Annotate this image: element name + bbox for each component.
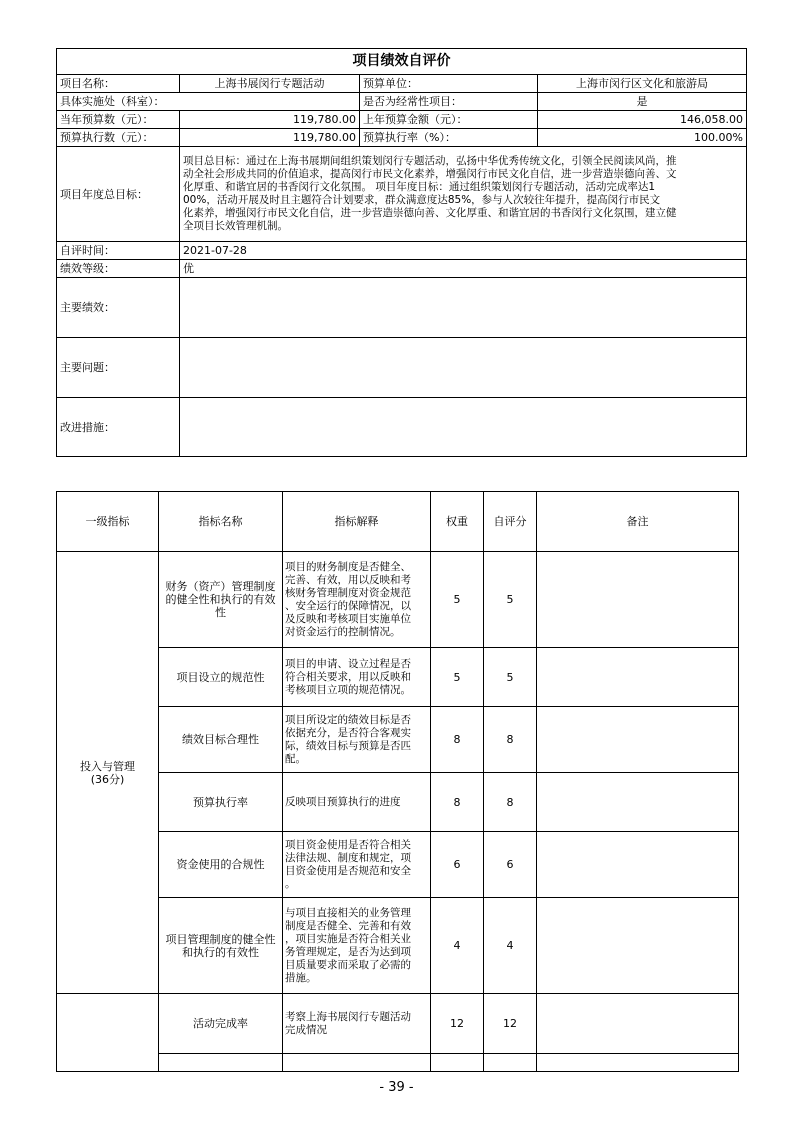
issue-label: 主要问题： [57, 338, 180, 398]
project-name-label: 项目名称： [57, 75, 180, 93]
indicator-explain: 项目的申请、设立过程是否 符合相关要求，用以反映和 考核项目立项的规范情况。 [283, 648, 431, 707]
indicator-score: 5 [484, 552, 537, 648]
table-row [57, 898, 739, 994]
budget-unit: 上海市闵行区文化和旅游局 [538, 75, 747, 93]
header-name: 指标名称 [159, 492, 283, 552]
indicator-weight [431, 1054, 484, 1072]
indicator-explain: 项目的财务制度是否健全、 完善、有效，用以反映和考 核财务管理制度对资金规范 、安全运行的保障情况，以 及反映和考核项目实施单位 对资金运行的控制情况。 [283, 552, 431, 648]
prev-budget-value: 146,058.00 [538, 111, 747, 129]
header-score: 自评分 [484, 492, 537, 552]
recurring-label: 是否为经常性项目： [360, 93, 538, 111]
level1-output [57, 994, 159, 1072]
indicator-weight: 12 [431, 994, 484, 1054]
date-label: 自评时间： [57, 242, 180, 260]
perf-label: 主要绩效： [57, 278, 180, 338]
indicator-note [537, 1054, 739, 1072]
header-weight: 权重 [431, 492, 484, 552]
indicator-weight: 8 [431, 773, 484, 832]
indicator-name: 绩效目标合理性 [159, 707, 283, 773]
cur-budget-value: 119,780.00 [180, 111, 360, 129]
indicator-note [537, 898, 739, 994]
indicator-weight: 8 [431, 707, 484, 773]
table-row [57, 773, 739, 832]
evaluation-table [56, 48, 747, 457]
indicator-weight: 6 [431, 832, 484, 898]
header-note: 备注 [537, 492, 739, 552]
grade-value: 优 [180, 260, 747, 278]
header-explain: 指标解释 [283, 492, 431, 552]
indicator-score: 8 [484, 707, 537, 773]
indicator-table [56, 491, 739, 1072]
indicator-name: 预算执行率 [159, 773, 283, 832]
indicator-note [537, 773, 739, 832]
indicator-explain: 与项目直接相关的业务管理 制度是否健全、完善和有效 ，项目实施是否符合相关业 务管理规定，是否为达到项 目质量要求而采取了必需的 措施。 [283, 898, 431, 994]
measure-label: 改进措施： [57, 398, 180, 457]
measure-value [180, 398, 747, 457]
dept-label: 具体实施处（科室）： [57, 93, 360, 111]
indicator-explain: 反映项目预算执行的进度 [283, 773, 431, 832]
perf-value [180, 278, 747, 338]
goal-text: 项目总目标：通过在上海书展期间组织策划闵行专题活动，弘扬中华优秀传统文化，引领全民阅读风尚，推 动全社会形成共同的价值追求，提高闵行市民文化素养，增强闵行市民文化自信，进一步营造崇德向善、文 化厚重、和谐宜居的书香闵行文化氛围。 项目年度目标：通过组织策划闵行专题活动，活动完成率达1 00%，活动开展及时且主题符合计划要求，群众满意度达85%，参与人次较往年提升，提高闵行市民文 化素养，增强闵行市民文化自信，进一步营造崇德向善、文化厚重、和谐宜居的书香闵行文化氛围，建立健 全项目长效管理机制。 [180, 147, 747, 242]
indicator-explain: 项目资金使用是否符合相关 法律法规、制度和规定，项 目资金使用是否规范和安全 。 [283, 832, 431, 898]
page-number: - 39 - [379, 1080, 414, 1095]
recurring-value: 是 [538, 93, 747, 111]
issue-value [180, 338, 747, 398]
goal-label: 项目年度总目标： [57, 147, 180, 242]
indicator-note [537, 994, 739, 1054]
indicator-note [537, 552, 739, 648]
indicator-note [537, 832, 739, 898]
indicator-explain [283, 1054, 431, 1072]
eval-title: 项目绩效自评价 [57, 49, 747, 75]
table-row [57, 994, 739, 1054]
prev-budget-label: 上年预算金额（元）： [360, 111, 538, 129]
table-row [57, 832, 739, 898]
table-row [57, 1054, 739, 1072]
exec-value: 119,780.00 [180, 129, 360, 147]
indicator-note [537, 707, 739, 773]
indicator-name: 财务（资产）管理制度 的健全性和执行的有效 性 [159, 552, 283, 648]
indicator-name: 项目设立的规范性 [159, 648, 283, 707]
indicator-score [484, 1054, 537, 1072]
table-row [57, 552, 739, 648]
level1-input-management: 投入与管理 (36分) [57, 552, 159, 994]
indicator-score: 4 [484, 898, 537, 994]
indicator-explain: 项目所设定的绩效目标是否 依据充分，是否符合客观实 际，绩效目标与预算是否匹 配。 [283, 707, 431, 773]
indicator-weight: 5 [431, 648, 484, 707]
indicator-score: 6 [484, 832, 537, 898]
date-value: 2021-07-28 [180, 242, 747, 260]
cur-budget-label: 当年预算数（元）： [57, 111, 180, 129]
budget-unit-label: 预算单位： [360, 75, 538, 93]
indicator-weight: 5 [431, 552, 484, 648]
indicator-name: 项目管理制度的健全性 和执行的有效性 [159, 898, 283, 994]
indicator-score: 12 [484, 994, 537, 1054]
indicator-name: 资金使用的合规性 [159, 832, 283, 898]
indicator-weight: 4 [431, 898, 484, 994]
exec-rate-label: 预算执行率（%）： [360, 129, 538, 147]
indicator-note [537, 648, 739, 707]
grade-label: 绩效等级： [57, 260, 180, 278]
indicator-name [159, 1054, 283, 1072]
table-row [57, 648, 739, 707]
exec-label: 预算执行数（元）： [57, 129, 180, 147]
header-level1: 一级指标 [57, 492, 159, 552]
indicator-score: 5 [484, 648, 537, 707]
project-name: 上海书展闵行专题活动 [180, 75, 360, 93]
indicator-name: 活动完成率 [159, 994, 283, 1054]
indicator-score: 8 [484, 773, 537, 832]
exec-rate-value: 100.00% [538, 129, 747, 147]
indicator-explain: 考察上海书展闵行专题活动 完成情况 [283, 994, 431, 1054]
table-row [57, 707, 739, 773]
